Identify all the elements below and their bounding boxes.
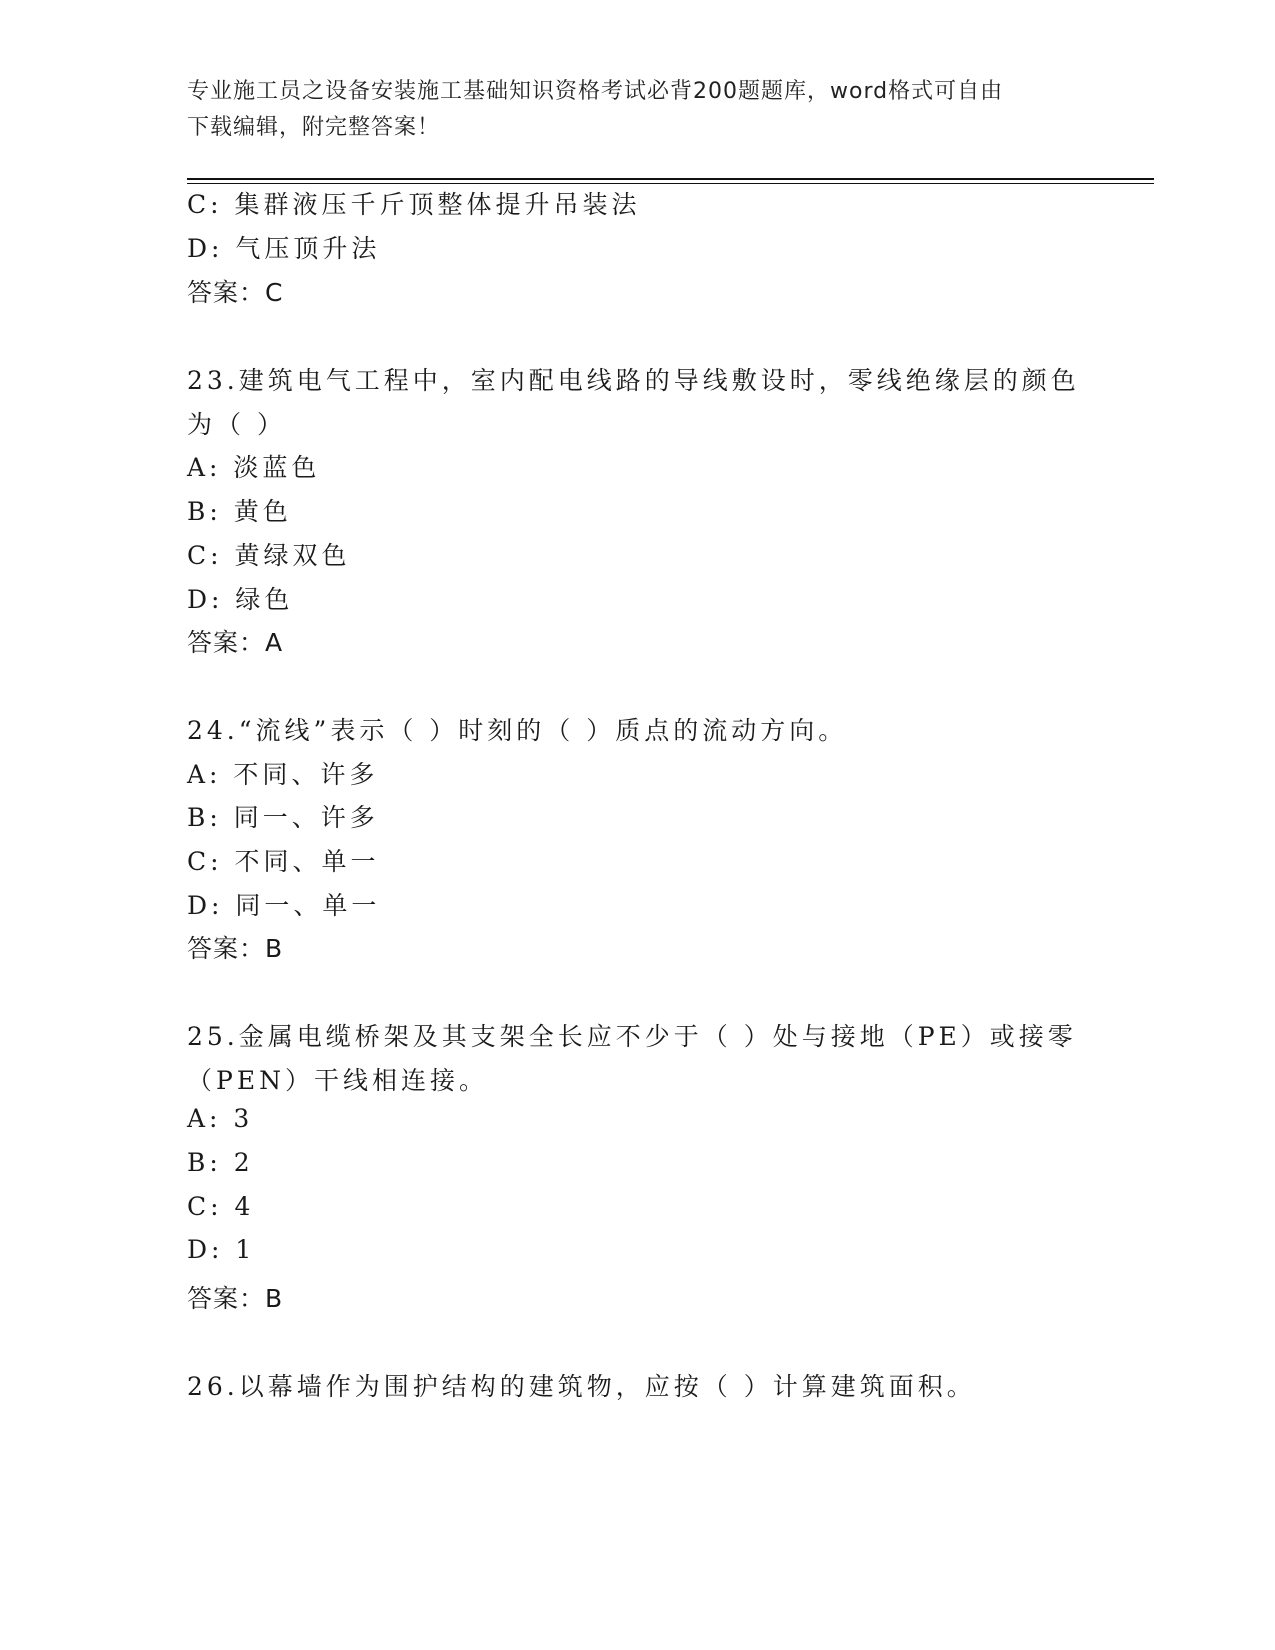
- header-divider-thick: [187, 178, 1154, 180]
- answer-line: 答案：B: [187, 1284, 284, 1313]
- header-line-1: 专业施工员之设备安装施工基础知识资格考试必背200题题库，word格式可自由: [187, 79, 1004, 104]
- option-d: D: 绿色: [187, 585, 294, 614]
- document-header: [187, 74, 1087, 146]
- option-c: C: 4: [187, 1192, 255, 1221]
- option-a: A: 不同、许多: [187, 760, 379, 789]
- option-a: A: 淡蓝色: [187, 453, 321, 482]
- option-d: D: 1: [187, 1235, 256, 1264]
- option-b: B: 同一、许多: [187, 803, 379, 832]
- header-line-2: 下载编辑，附完整答案！: [187, 115, 441, 140]
- answer-line: 答案：A: [187, 628, 284, 657]
- option-c: C: 黄绿双色: [187, 541, 351, 570]
- option-c: C: 不同、单一: [187, 847, 380, 876]
- question-26: 26.以幕墙作为围护结构的建筑物，应按（ ）计算建筑面积。: [187, 1372, 976, 1401]
- question-25-line-1: 25.金属电缆桥架及其支架全长应不少于（ ）处与接地（PE）或接零: [187, 1022, 1077, 1051]
- option-b: B: 2: [187, 1148, 254, 1177]
- question-23-line-2: 为（ ）: [187, 410, 286, 439]
- option-d: D: 同一、单一: [187, 891, 381, 920]
- header-divider-thin: [187, 183, 1154, 184]
- question-23-line-1: 23.建筑电气工程中，室内配电线路的导线敷设时，零线绝缘层的颜色: [187, 366, 1080, 395]
- answer-line: 答案：C: [187, 278, 284, 307]
- question-24: 24.“流线”表示（ ）时刻的（ ）质点的流动方向。: [187, 716, 848, 745]
- question-25-line-2: （PEN）干线相连接。: [187, 1066, 488, 1095]
- answer-line: 答案：B: [187, 934, 284, 963]
- option-d: D: 气压顶升法: [187, 234, 381, 263]
- option-b: B: 黄色: [187, 497, 292, 526]
- option-a: A: 3: [187, 1104, 254, 1133]
- option-c: C: 集群液压千斤顶整体提升吊装法: [187, 190, 641, 219]
